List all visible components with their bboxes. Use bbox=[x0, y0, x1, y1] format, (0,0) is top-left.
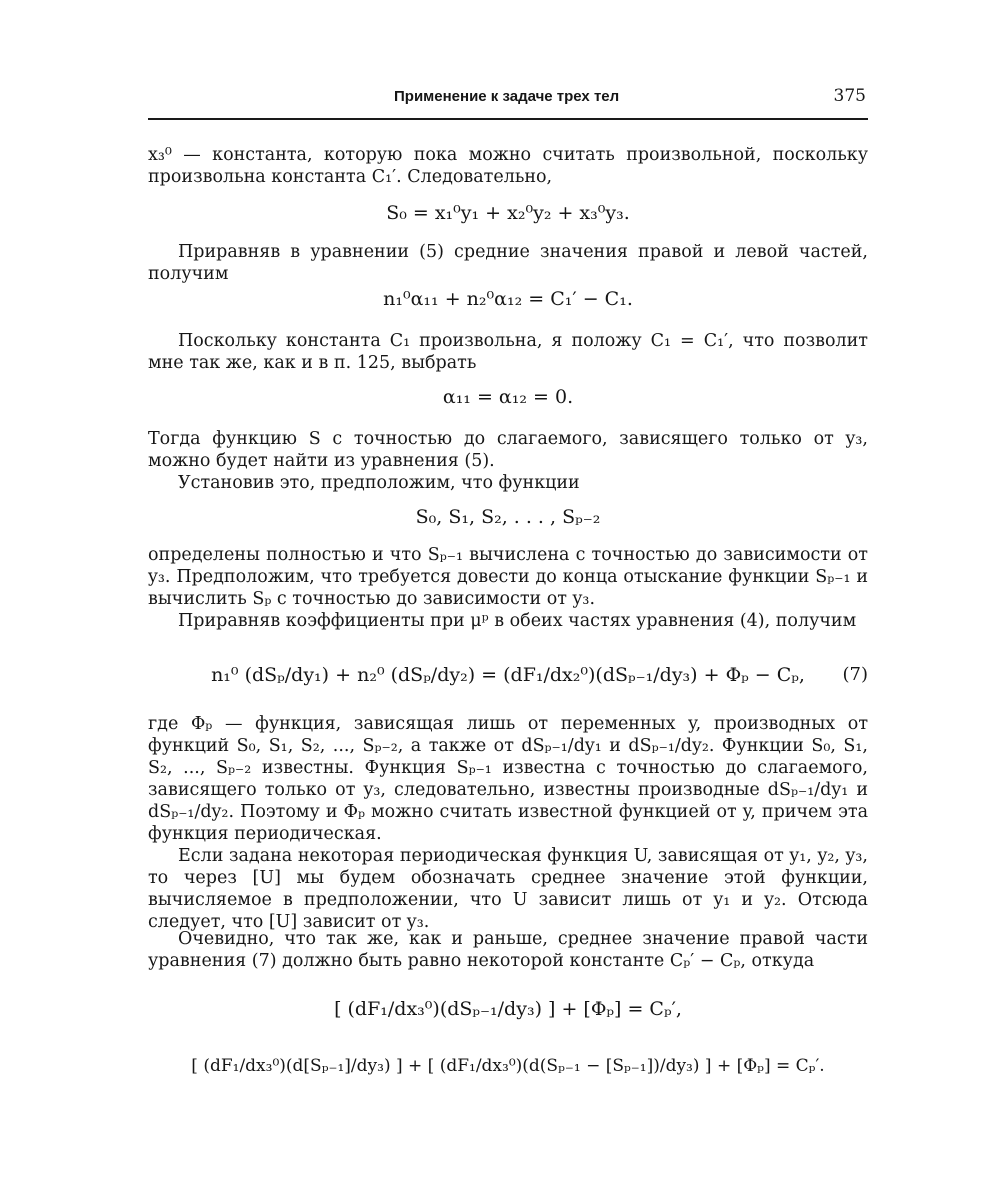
paragraph-2: Приравняв в уравнении (5) средние значения правой и левой частей, получим bbox=[148, 242, 868, 284]
page-header bbox=[148, 84, 868, 120]
paragraph-1: x₃⁰ — константа, которую пока можно считать произвольной, поскольку произвольна константа C₁′. Следовательно, bbox=[148, 145, 868, 187]
paragraph-9: Если задана некоторая периодическая функция U, зависящая от y₁, y₂, y₃, то через [U] мы будем обозначать среднее значение этой функции, вычисляемое в предположении, что U зависит лишь от y₁ и y₂. Отсюда следует, что [U] зависит от y₃. bbox=[148, 846, 868, 932]
equation-alpha-zero: α₁₁ = α₁₂ = 0. bbox=[442, 386, 574, 408]
paragraph-8: где Φₚ — функция, зависящая лишь от переменных y, производных от функций S₀, S₁, S₂, ..., Sₚ₋₂, а также от dSₚ₋₁/dy₁ и dSₚ₋₁/dy₂. Функции S₀, S₁, S₂, ..., Sₚ₋₂ известны. Функция Sₚ₋₁ известна с точностью до слагаемого, зависящего только от y₃, следовательно, известны производные dSₚ₋₁/dy₁ и dSₚ₋₁/dy₂. Поэтому и Φₚ можно считать известной функцией от y, причем эта функция периодическая. bbox=[148, 714, 868, 844]
equation-s0: S₀ = x₁⁰y₁ + x₂⁰y₂ + x₃⁰y₃. bbox=[386, 202, 630, 224]
page-number: 375 bbox=[833, 86, 866, 106]
paragraph-3: Поскольку константа C₁ произвольна, я положу C₁ = C₁′, что позволит мне так же, как и в п. 125, выбрать bbox=[148, 331, 868, 373]
paragraph-4: Тогда функцию S с точностью до слагаемого, зависящего только от y₃, можно будет найти из уравнения (5). bbox=[148, 429, 868, 471]
equation-function-list: S₀, S₁, S₂, . . . , Sₚ₋₂ bbox=[415, 506, 601, 528]
equation-7 bbox=[148, 652, 868, 700]
running-title: Применение к задаче трех тел bbox=[394, 88, 620, 105]
paragraph-10: Очевидно, что так же, как и раньше, среднее значение правой части уравнения (7) должно быть равно некоторой константе Cₚ′ − Cₚ, откуда bbox=[148, 929, 868, 971]
paragraph-7: Приравняв коэффициенты при μᵖ в обеих частях уравнения (4), получим bbox=[178, 611, 857, 631]
equation-mean-2: [ (dF₁/dx₃⁰)(d[Sₚ₋₁]/dy₃) ] + [ (dF₁/dx₃⁰)(d(Sₚ₋₁ − [Sₚ₋₁])/dy₃) ] + [Φₚ] = Cₚ′. bbox=[191, 1056, 825, 1076]
equation-mean-1: [ (dF₁/dx₃⁰)(dSₚ₋₁/dy₃) ] + [Φₚ] = Cₚ′, bbox=[334, 998, 682, 1020]
paragraph-6: определены полностью и что Sₚ₋₁ вычислена с точностью до зависимости от y₃. Предположим, что требуется довести до конца отыскание функции Sₚ₋₁ и вычислить Sₚ с точностью до зависимости от y₃. bbox=[148, 545, 868, 609]
paragraph-5: Установив это, предположим, что функции bbox=[178, 473, 580, 493]
equation-7-number: (7) bbox=[842, 664, 868, 685]
equation-7-body: n₁⁰ (dSₚ/dy₁) + n₂⁰ (dSₚ/dy₂) = (dF₁/dx₂⁰)(dSₚ₋₁/dy₃) + Φₚ − Cₚ, bbox=[211, 664, 805, 686]
equation-alpha-sum: n₁⁰α₁₁ + n₂⁰α₁₂ = C₁′ − C₁. bbox=[383, 288, 633, 310]
